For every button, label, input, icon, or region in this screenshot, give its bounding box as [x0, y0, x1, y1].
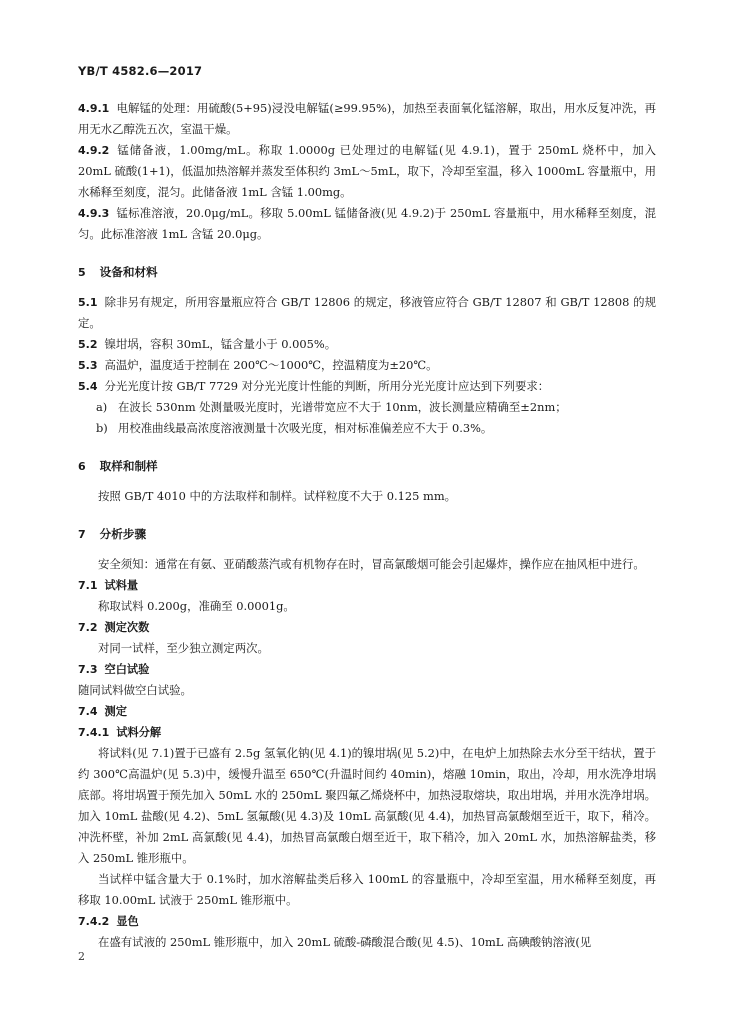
- clause-6-text: 按照 GB/T 4010 中的方法取样和制样。试样粒度不大于 0.125 mm。: [98, 489, 457, 503]
- clause-number: 5.3: [78, 359, 98, 372]
- list-marker: a): [96, 400, 108, 414]
- clause-5-3: [78, 355, 656, 376]
- subsection-title: 测定次数: [104, 621, 150, 634]
- subsection-title: 测定: [104, 705, 127, 718]
- safety-notice: 安全须知：通常在有氨、亚硝酸蒸汽或有机物存在时，冒高氯酸烟可能会引起爆炸，操作应在抽风柜中进行。: [98, 557, 645, 571]
- section-number: 5: [78, 266, 86, 279]
- clause-text: 除非另有规定，所用容量瓶应符合 GB/T 12806 的规定，移液管应符合 GB/T 12807 和 GB/T 12808 的规定。: [78, 295, 656, 330]
- subsection-number: 7.2: [78, 621, 98, 634]
- clause-5-2: [78, 334, 656, 355]
- clause-text: 高温炉，温度适于控制在 200℃～1000℃，控温精度为±20℃。: [104, 358, 438, 372]
- document-body: [78, 98, 656, 953]
- section-heading-7: [78, 524, 656, 545]
- clause-number: 4.9.1: [78, 102, 110, 115]
- clause-7-4-2-text: 在盛有试液的 250mL 锥形瓶中，加入 20mL 硫酸-磷酸混合酸(见 4.5)、10mL 高碘酸钠溶液(见: [98, 935, 592, 949]
- subsection-number: 7.4: [78, 705, 98, 718]
- clause-4-9-1: [78, 98, 656, 140]
- clause-5-4: [78, 376, 656, 397]
- clause-number: 5.4: [78, 380, 98, 393]
- subsection-number: 7.4.1: [78, 726, 110, 739]
- clause-text: 电解锰的处理：用硫酸(5+95)浸没电解锰(≥99.95%)，加热至表面氧化锰溶解，取出，用水反复冲洗，再用无水乙醇洗五次，室温干燥。: [78, 101, 656, 136]
- clause-number: 4.9.2: [78, 144, 110, 157]
- clause-number: 5.1: [78, 296, 98, 309]
- subsection-heading-7-3: [78, 659, 656, 680]
- clause-4-9-3: [78, 203, 656, 245]
- page-number: 2: [78, 950, 85, 963]
- list-text: 在波长 530nm 处测量吸光度时，光谱带宽应不大于 10nm，波长测量应精确至±2nm；: [118, 400, 567, 414]
- clause-number: 4.9.3: [78, 207, 110, 220]
- subsection-heading-7-1: [78, 575, 656, 596]
- standard-code-header: YB/T 4582.6—2017: [78, 64, 203, 78]
- clause-text: 镍坩埚，容积 30mL，锰含量小于 0.005%。: [104, 337, 337, 351]
- subsection-number: 7.1: [78, 579, 98, 592]
- subsection-heading-7-4-1: [78, 722, 656, 743]
- subsection-title: 显色: [116, 915, 139, 928]
- section-title: 设备和材料: [99, 265, 158, 279]
- clause-text: 分光光度计按 GB/T 7729 对分光光度计性能的判断，所用分光光度计应达到下列要求：: [104, 379, 550, 393]
- list-item-a: [78, 397, 656, 418]
- clause-text: 锰标准溶液，20.0μg/mL。移取 5.00mL 锰储备液(见 4.9.2)于 250mL 容量瓶中，用水稀释至刻度，混匀。此标准溶液 1mL 含锰 20.0μg。: [78, 206, 656, 241]
- clause-7-3-text: 随同试料做空白试验。: [78, 683, 192, 697]
- subsection-title: 试料分解: [116, 726, 162, 739]
- clause-5-1: [78, 292, 656, 334]
- subsection-title: 空白试验: [104, 663, 150, 676]
- clause-7-4-1-text: 将试料(见 7.1)置于已盛有 2.5g 氢氧化钠(见 4.1)的镍坩埚(见 5.2)中，在电炉上加热除去水分至干结状，置于约 300℃高温炉(见 5.3)中，缓慢升温至 650℃(升温时间约 40min)，熔融 10min，取出，冷却，用水洗净坩埚底部。将坩埚置于预先加入 50mL 水的 250mL 聚四氟乙烯烧杯中，加热浸取熔块，取出坩埚，并用水洗净坩埚。加入 10mL 盐酸(见 4.2)、5mL 氢氟酸(见 4.3)及 10mL 高氯酸(见 4.4)，加热冒高氯酸烟至近干，取下，稍冷。冲洗杯壁，补加 2mL 高氯酸(见 4.4)，加热冒高氯酸白烟至近干，取下稍冷，加入 20mL 水，加热溶解盐类，移入 250mL 锥形瓶中。: [78, 746, 656, 865]
- list-marker: b): [96, 421, 108, 435]
- section-number: 6: [78, 460, 86, 473]
- clause-7-1-text: 称取试料 0.200g，准确至 0.0001g。: [98, 599, 295, 613]
- clause-text: 锰储备液，1.00mg/mL。称取 1.0000g 已处理过的电解锰(见 4.9.1)，置于 250mL 烧杯中，加入 20mL 硫酸(1+1)，低温加热溶解并蒸发至体积约 3mL～5mL，取下，冷却至室温，移入 1000mL 容量瓶中，用水稀释至刻度，混匀。此储备液 1mL 含锰 1.00mg。: [78, 143, 656, 199]
- section-title: 取样和制样: [99, 459, 158, 473]
- list-item-b: [78, 418, 656, 439]
- clause-number: 5.2: [78, 338, 98, 351]
- clause-7-4-1-text-2: 当试样中锰含量大于 0.1%时，加水溶解盐类后移入 100mL 的容量瓶中，冷却至室温，用水稀释至刻度，再移取 10.00mL 试液于 250mL 锥形瓶中。: [78, 872, 656, 907]
- clause-7-2-text: 对同一试样，至少独立测定两次。: [98, 641, 269, 655]
- subsection-heading-7-4: [78, 701, 656, 722]
- section-number: 7: [78, 528, 86, 541]
- subsection-heading-7-2: [78, 617, 656, 638]
- subsection-heading-7-4-2: [78, 911, 656, 932]
- section-heading-6: [78, 456, 656, 477]
- subsection-number: 7.4.2: [78, 915, 110, 928]
- section-title: 分析步骤: [99, 527, 147, 541]
- clause-4-9-2: [78, 140, 656, 203]
- subsection-title: 试料量: [104, 579, 139, 592]
- list-text: 用校准曲线最高浓度溶液测量十次吸光度，相对标准偏差应不大于 0.3%。: [118, 421, 493, 435]
- subsection-number: 7.3: [78, 663, 98, 676]
- section-heading-5: [78, 262, 656, 283]
